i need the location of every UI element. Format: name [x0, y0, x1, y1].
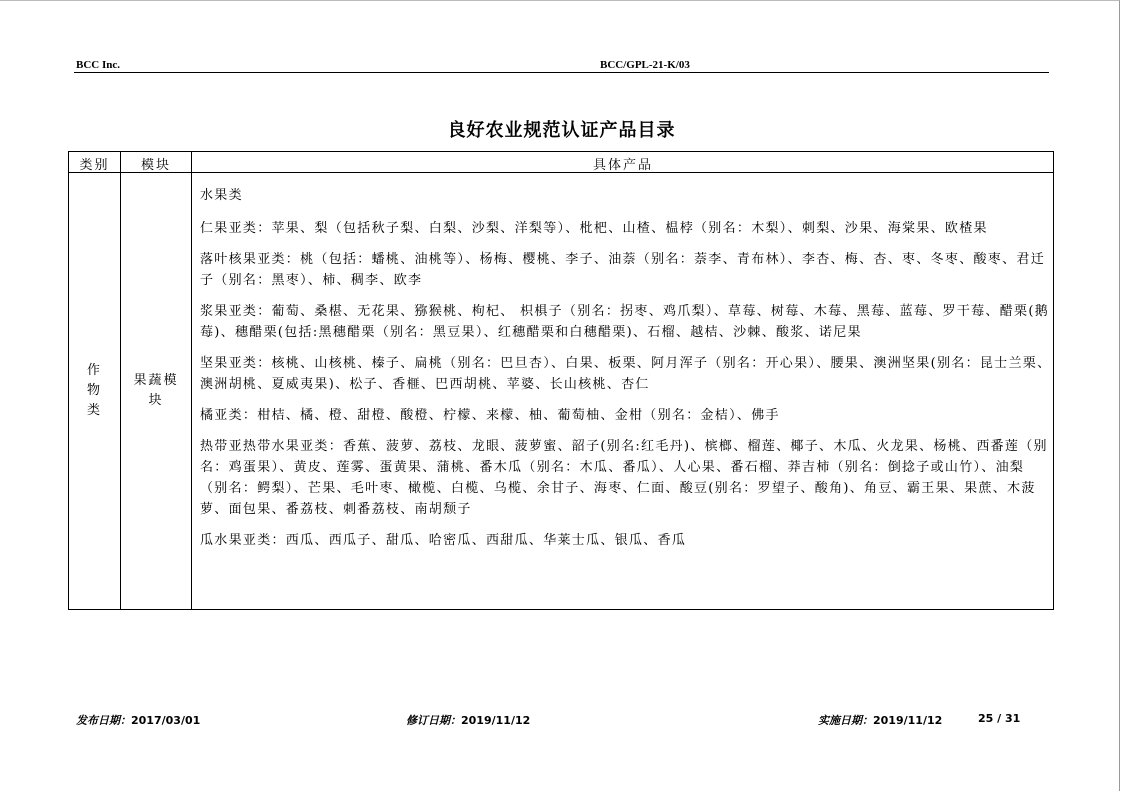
column-header-module: 模块: [140, 158, 171, 173]
product-catalog-table: [68, 151, 1054, 610]
column-header-products: 具体产品: [592, 158, 653, 173]
product-subgroup: 瓜水果亚类：西瓜、西瓜子、甜瓜、哈密瓜、西甜瓜、华莱士瓜、银瓜、香瓜: [200, 533, 687, 548]
page-title: 良好农业规范认证产品目录: [447, 120, 676, 141]
product-subgroup: 浆果亚类：葡萄、桑椹、无花果、猕猴桃、枸杞、 枳椇子（别名：拐枣、鸡爪梨）、草莓、树莓、木莓、黑莓、蓝莓、罗干莓、醋栗(鹅莓)、穗醋栗(包括:黑穗醋栗（别名：黑豆果）、红穗醋栗和白穗醋栗)、石榴、越桔、沙棘、酸浆、诺尼果: [200, 304, 1050, 340]
revise-date-label: 修订日期：: [406, 714, 461, 727]
page-number: 25 / 31: [978, 712, 1021, 725]
header-doc-code: BCC/GPL-21-K/03: [600, 59, 690, 71]
footer-revise-date: [406, 712, 530, 728]
product-subgroup: 仁果亚类：苹果、梨（包括秋子梨、白梨、沙梨、洋梨等）、枇杷、山楂、榅桲（别名：木梨）、刺梨、沙果、海棠果、欧楂果: [200, 221, 988, 236]
product-subgroup: 坚果亚类：核桃、山核桃、榛子、扁桃（别名：巴旦杏）、白果、板栗、阿月浑子（别名：开心果）、腰果、澳洲坚果(别名：昆士兰栗、澳洲胡桃、夏威夷果)、松子、香榧、巴西胡桃、苹婆、长山核桃、杏仁: [200, 356, 1052, 392]
header-rule: [74, 72, 1049, 73]
column-divider: [191, 152, 192, 609]
category-cell: [69, 173, 120, 609]
column-header-category: 类别: [79, 158, 110, 173]
product-subgroup: 热带亚热带水果亚类：香蕉、菠萝、荔枝、龙眼、菠萝蜜、韶子(别名:红毛丹)、槟榔、榴莲、椰子、木瓜、火龙果、杨桃、西番莲（别名：鸡蛋果）、黄皮、莲雾、蛋黄果、蒲桃、番木瓜（别名：木瓜、番瓜）、人心果、番石榴、莽吉柿（别名：倒捻子或山竹）、油梨（别名：鳄梨）、芒果、毛叶枣、橄榄、白榄、乌榄、余甘子、海枣、仁面、酸豆(别名：罗望子、酸角)、角豆、霸王果、果蔗、木菠萝、面包果、番荔枝、刺番荔枝、南胡颓子: [200, 439, 1048, 517]
footer-issue-date: [76, 712, 200, 728]
module-text: 果蔬模块: [133, 373, 179, 408]
product-group-heading: 水果类: [200, 188, 243, 203]
issue-date-label: 发布日期：: [76, 714, 131, 727]
revise-date-value: 2019/11/12: [461, 714, 531, 727]
product-subgroup: 落叶核果亚类：桃（包括：蟠桃、油桃等）、杨梅、樱桃、李子、油萘（别名：萘李、青布林）、李杏、梅、杏、枣、冬枣、酸枣、君迁子（别名：黑枣）、柿、稠李、欧李: [200, 252, 1046, 288]
effective-date-label: 实施日期：: [818, 714, 873, 727]
product-subgroup: 橘亚类：柑桔、橘、橙、甜橙、酸橙、柠檬、来檬、柚、葡萄柚、金柑（别名：金桔）、佛手: [200, 408, 780, 423]
effective-date-value: 2019/11/12: [873, 714, 943, 727]
header-company: BCC Inc.: [76, 59, 121, 71]
issue-date-value: 2017/03/01: [131, 714, 201, 727]
category-text: 作物类: [86, 363, 102, 418]
products-cell: [200, 185, 1052, 561]
footer-effective-date: [818, 712, 942, 728]
module-cell: [121, 173, 191, 609]
